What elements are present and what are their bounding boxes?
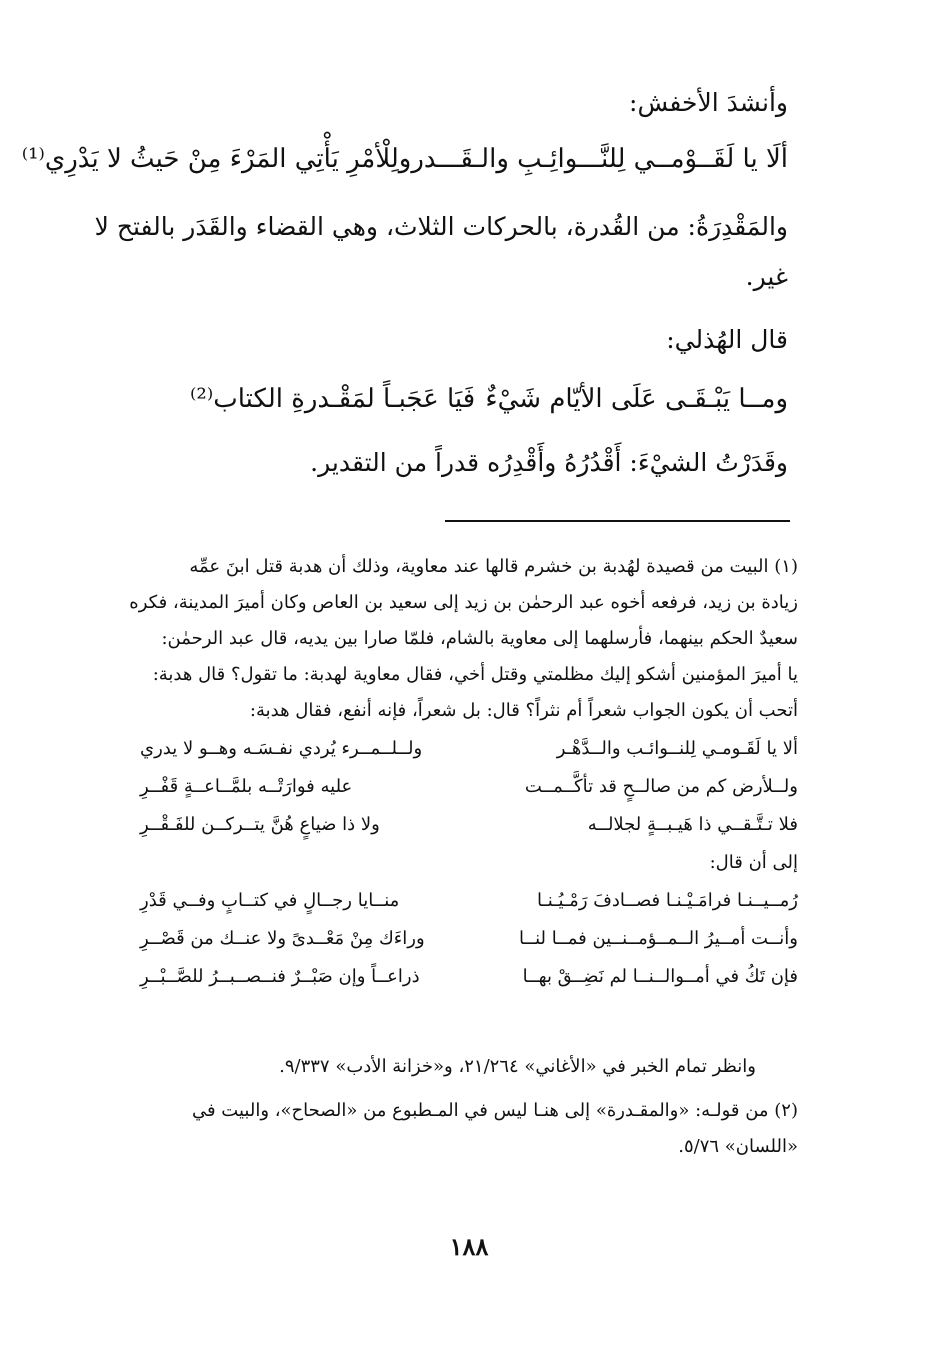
footnote-2-line-1: (٢) من قولـه: «والمقـدرة» إلى هنـا ليس في المـطبوع من «الصحاح»، والبيت في [191, 1100, 798, 1121]
hudhali-intro: قال الهُذلي: [666, 325, 788, 354]
footnote-separator [445, 520, 790, 522]
footnote-verse-5-h2: وراءَك مِنْ مَعْــدىً ولا عنــك من قَصْــرِ [140, 928, 425, 949]
footnote-verse-1-h2: ولــلــمــرء يُردي نفـسَـه وهــو لا يدري [140, 738, 423, 759]
footnote-verse-1 [140, 738, 798, 759]
footnote-2-line-2: «اللسان» ٥/٧٦. [678, 1136, 798, 1157]
footnote-verse-3-h2: ولا ذا ضياعٍ هُنَّ يتــركــن للفَـقْــرِ [140, 814, 380, 835]
footnote-1-line-3: سعيدٌ الحكم بينهما، فأرسلهما إلى معاوية بالشام، فلمّا صارا بين يديه، قال عبد الرحمٰن: [161, 628, 798, 649]
verse-2-hemistich-1: ومــا يَبْـقَـى عَلَى الأيّام شَيْءٌ [485, 384, 788, 414]
qadartu-line: وقَدَرْتُ الشيْءَ: أَقْدُرُهُ وأَقْدِرُه قدراً من التقدير. [310, 448, 788, 477]
page-number: ١٨٨ [449, 1232, 489, 1261]
footnote-verse-6 [140, 966, 798, 987]
footnote-1-line-2: زيادة بن زيد، فرفعه أخوه عبد الرحمٰن بن زيد إلى سعيد بن العاص وكان أميرَ المدينة، فكره [129, 592, 798, 613]
footnote-verse-2-h2: عليه فوارَتْــه بلمَّــاعــةٍ قَفْــرِ [140, 776, 353, 797]
verse-2-hemistich-2: فَيَا عَجَبـاً لمَقْـدرةِ الكتاب⁽²⁾ [190, 384, 476, 414]
footnote-verse-5-h1: وأنــت أمــيرُ الــمــؤمــنــين فمــا لنــا [519, 928, 798, 949]
definition-line: والمَقْدِرَةُ: من القُدرة، بالحركات الثلاث، وهي القضاء والقَدَر بالفتح لا [94, 212, 788, 241]
footnote-verse-4-h1: رُمــيــنـا فرامَـيْـنـا فصــادفَ رَمْـيُـنـا [537, 890, 798, 911]
footnote-verse-5 [140, 928, 798, 949]
verse-2 [190, 384, 788, 414]
footnote-1-line-4: يا أميرَ المؤمنين أشكو إليك مظلمتي وقتل أخي، فقال معاوية لهدبة: ما تقول؟ قال هدبة: [152, 664, 798, 685]
footnote-verse-2 [140, 776, 798, 797]
verse-1-hemistich-1: ألَا يا لَقَــوْمــي لِلنَّـــوائِـبِ والـقَـــدر [411, 144, 788, 174]
definition-line-cont: غير. [745, 262, 788, 291]
footnote-verse-6-h2: ذراعــاً وإن صَبْــرٌ فنــصــبــرُ للصَّــبْــرِ [140, 966, 420, 987]
footnote-verse-4-h2: منــايا رجــالٍ في كتــابٍ وفــي قَدْرِ [140, 890, 400, 911]
intro-line: وأنشدَ الأخفش: [629, 88, 788, 117]
verse-1-hemistich-2: ولِلْأمْرِ يَأْتِي المَرْءَ مِنْ حَيثُ لا يَدْرِي⁽¹⁾ [21, 144, 412, 174]
footnote-1-reference: وانظر تمام الخبر في «الأغاني» ٢١/٢٦٤، و«خزانة الأدب» ٩/٣٣٧. [279, 1056, 756, 1077]
footnote-verse-2-h1: ولــلأرض كم من صالــحٍ قد تأكَّــمــت [524, 776, 798, 797]
footnote-to-said: إلى أن قال: [709, 852, 798, 873]
footnote-verse-3 [140, 814, 798, 835]
footnote-verse-3-h1: فلا تـتَّـقــي ذا هَيـبــةٍ لجلالــه [587, 814, 798, 835]
footnote-verse-4 [140, 890, 798, 911]
verse-1 [21, 144, 788, 174]
footnote-1-line-1: (١) البيت من قصيدة لهُدبة بن خشرم قالها عند معاوية، وذلك أن هدبة قتل ابنَ عمِّه [189, 556, 798, 577]
footnote-1-line-5: أتحب أن يكون الجواب شعراً أم نثراً؟ قال: بل شعراً، فإنه أنفع، فقال هدبة: [249, 700, 798, 721]
footnote-verse-6-h1: فإن تَكُ في أمــوالــنــا لم نَضِــقْ بهــا [522, 966, 798, 987]
footnote-verse-1-h1: ألا يا لَقَـومـي لِلنــوائـب والــدَّهْـر [556, 738, 798, 759]
